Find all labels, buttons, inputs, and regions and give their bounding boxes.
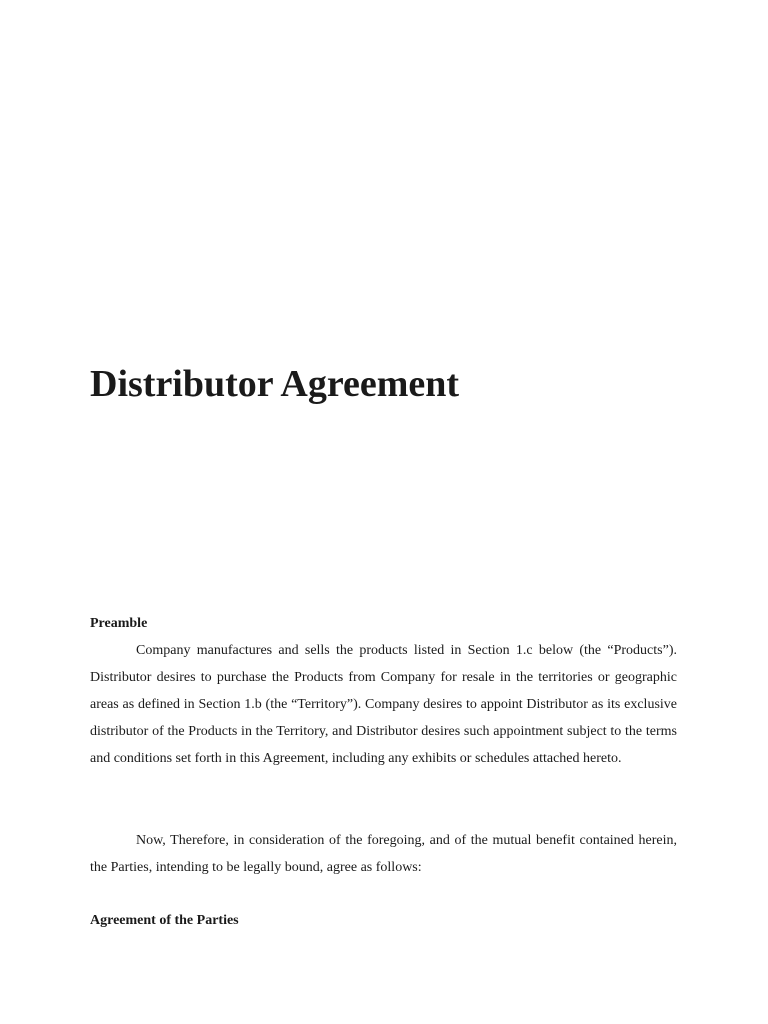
consideration-paragraph: Now, Therefore, in consideration of the foregoing, and of the mutual benefit contained herein, the Parties, intending to be legally bound, agree as follows:: [90, 833, 677, 875]
preamble-heading: Preamble: [90, 616, 148, 631]
document-title: Distributor Agreement: [90, 363, 460, 405]
agreement-of-parties-heading: Agreement of the Parties: [90, 913, 239, 928]
preamble-paragraph: Company manufactures and sells the products listed in Section 1.c below (the “Products”). Distributor desires to purchase the Products from Company for resale in the territories or geographic areas as defined in Section 1.b (the “Territory”). Company desires to appoint Distributor as its exclusive distributor of the Products in the Territory, and Distributor desires such appointment subject to the terms and conditions set forth in this Agreement, including any exhibits or schedules attached hereto.: [90, 643, 677, 766]
